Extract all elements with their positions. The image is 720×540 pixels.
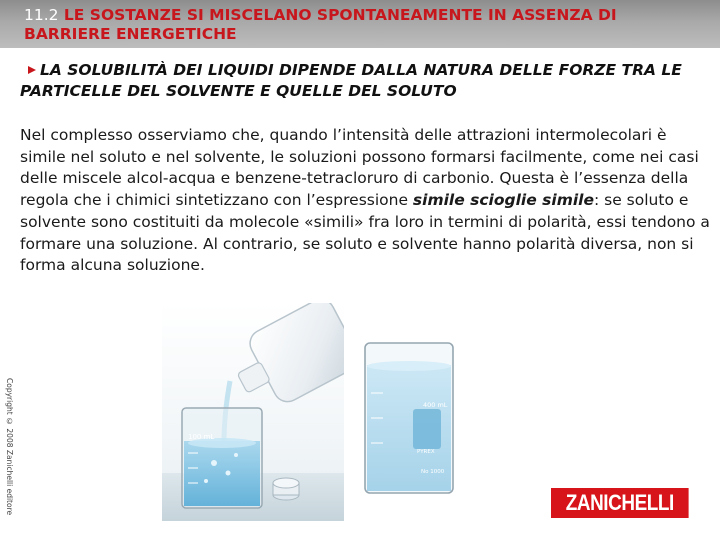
body-text-part1: Nel complesso osserviamo che, quando l’intensità delle attrazioni intermolecolari è simile nel soluto e nel solvente, le soluzioni possono formarsi facilmente, come nei casi delle miscele alcol-acqua e benzene-tetracloruro di carbonio. Questa è l’essenza della regola che i chimici sintetizzano con l’espressione (20, 126, 699, 210)
beaker1-label: 100 mL (188, 433, 215, 441)
beaker-illustration (357, 303, 457, 521)
body-emphasis: simile scioglie simile (412, 191, 594, 210)
subtitle (20, 60, 710, 102)
body-text-part2: : se soluto e solvente sono costituiti da molecole «simili» fra loro in termini di polarità, essi tendono a formare una soluzione. Al contrario, se soluto e solvente hanno polarità diversa, non si forma alcuna soluzione. (20, 191, 710, 275)
photo-beaker (357, 303, 457, 521)
page-title (24, 6, 704, 44)
subtitle-text: LA SOLUBILITÀ DEI LIQUIDI DIPENDE DALLA NATURA DELLE FORZE TRA LE PARTICELLE DEL SOLVENTE E QUELLE DEL SOLUTO (20, 61, 682, 100)
beaker2-label-bottom: No 1000 (421, 469, 445, 475)
bullet-arrow-icon (28, 66, 36, 74)
beaker2-label-top: 400 mL (423, 401, 448, 409)
beaker2-label-mid: PYREX (417, 449, 435, 455)
publisher-logo: ZANICHELLI (551, 488, 689, 518)
bottle (224, 303, 344, 418)
section-number: 11.2 (24, 6, 59, 24)
section-title: LE SOSTANZE SI MISCELANO SPONTANEAMENTE IN ASSENZA DI BARRIERE ENERGETICHE (24, 6, 617, 43)
body-paragraph (20, 125, 710, 277)
copyright-notice: Copyright © 2008 Zanichelli editore (5, 378, 14, 516)
pouring-illustration (162, 303, 344, 521)
header-bar (0, 0, 720, 48)
photo-pouring-beaker (162, 303, 344, 521)
